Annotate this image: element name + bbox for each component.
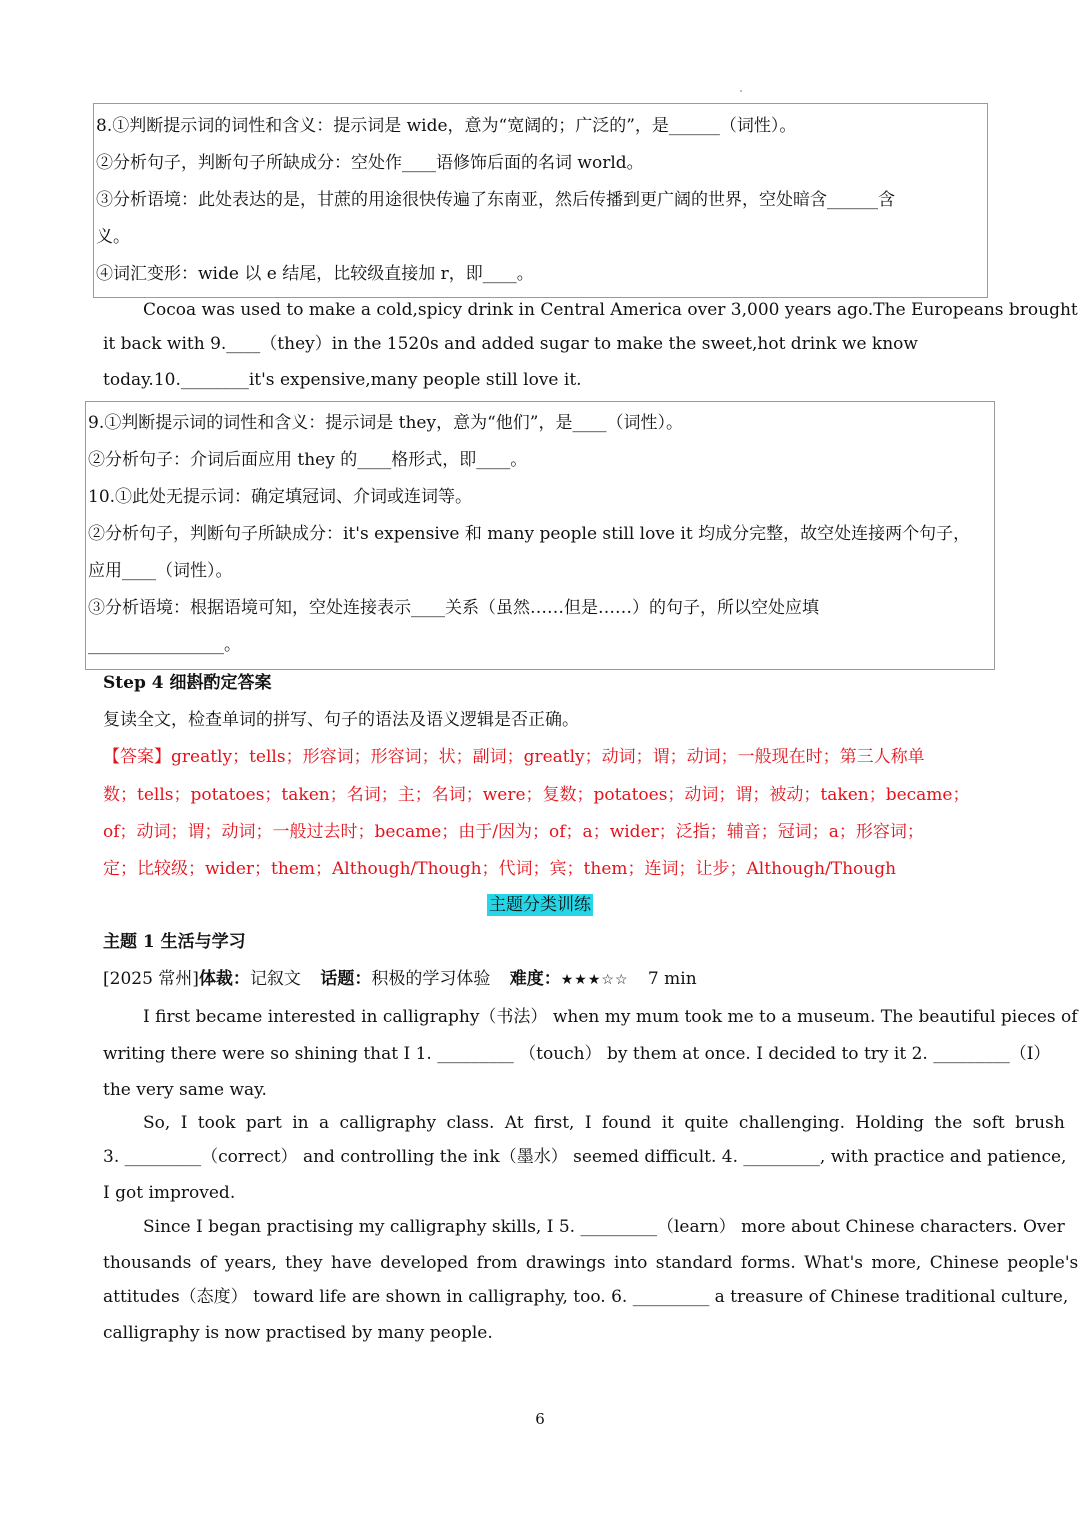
meta-source: [2025 常州] <box>103 969 199 989</box>
meta-genre: 记叙文 <box>249 969 301 989</box>
analysis-10-line-2: ②分析句子，判断句子所缺成分：it's expensive 和 many people still love it 均成分完整，故空处连接两个句子， <box>88 524 971 544</box>
page-number: 6 <box>535 1410 545 1428</box>
passage-p1-line-3: the very same way. <box>103 1080 267 1100</box>
theme1-meta <box>103 968 697 991</box>
passage-p3-line-3: attitudes（态度） toward life are shown in calligraphy, too. 6. _________ a treasure of Chinese traditional culture, <box>103 1287 1069 1307</box>
meta-topic: 积极的学习体验 <box>371 969 491 989</box>
meta-time: 7 min <box>647 969 697 989</box>
passage-p1-line-2: writing there were so shining that I 1. _________ （touch） by them at once. I decided to try it 2. _________（I） <box>103 1044 1051 1064</box>
theme1-title: 主题 1 生活与学习 <box>103 932 246 952</box>
cocoa-line-2: it back with 9.____（they）in the 1520s and added sugar to make the sweet,hot drink we know <box>103 334 918 354</box>
cocoa-line-1: Cocoa was used to make a cold,spicy drink in Central America over 3,000 years ago.The Europeans brought <box>143 300 1078 320</box>
analysis-8-line-2: ②分析句子，判断句子所缺成分：空处作____语修饰后面的名词 world。 <box>96 153 644 173</box>
analysis-8-line-1: 8.①判断提示词的词性和含义：提示词是 wide，意为“宽阔的；广泛的”，是______（词性）。 <box>96 116 797 136</box>
cocoa-line-3: today.10.________it's expensive,many people still love it. <box>103 370 582 390</box>
meta-difficulty-label: 难度： <box>509 969 561 989</box>
answer-line-3: of；动词；谓；动词；一般过去时；became；由于/因为；of；a；wider；泛指；辅音；冠词；a；形容词； <box>103 822 924 842</box>
step4-description: 复读全文，检查单词的拼写、句子的语法及语义逻辑是否正确。 <box>103 710 579 730</box>
passage-p3-line-1: Since I began practising my calligraphy skills, I 5. _________（learn） more about Chinese characters. Over <box>143 1217 1065 1237</box>
passage-p3-line-4: calligraphy is now practised by many people. <box>103 1323 493 1343</box>
section-title: 主题分类训练 <box>489 895 591 915</box>
analysis-8-line-4: 义。 <box>96 227 130 247</box>
answer-line-2: 数；tells；potatoes；taken；名词；主；名词；were；复数；potatoes；动词；谓；被动；taken；became； <box>103 785 970 805</box>
passage-p2-line-2: 3. _________（correct） and controlling the ink（墨水） seemed difficult. 4. _________, with practice and patience, <box>103 1147 1067 1167</box>
analysis-9-line-2: ②分析句子：介词后面应用 they 的____格形式，即____。 <box>88 450 528 470</box>
analysis-box-8 <box>93 103 988 298</box>
analysis-9-line-1: 9.①判断提示词的词性和含义：提示词是 they，意为“他们”，是____（词性）。 <box>88 413 683 433</box>
answer-line-1: 【答案】greatly；tells；形容词；形容词；状；副词；greatly；动词；谓；动词；一般现在时；第三人称单 <box>103 747 925 767</box>
step4-heading: Step 4 细斟酌定答案 <box>103 673 272 693</box>
analysis-8-line-3: ③分析语境：此处表达的是，甘蔗的用途很快传遍了东南亚，然后传播到更广阔的世界，空处暗含______含 <box>96 190 895 210</box>
analysis-10-line-3: 应用____（词性）。 <box>88 561 233 581</box>
analysis-10-line-4: ③分析语境：根据语境可知，空处连接表示____关系（虽然……但是……）的句子，所以空处应填 <box>88 598 819 618</box>
difficulty-stars-icon: ★★★☆☆ <box>560 972 629 988</box>
meta-genre-label: 体裁： <box>198 969 250 989</box>
passage-p2-line-1: So, I took part in a calligraphy class. At first, I found it quite challenging. Holding the soft brush <box>143 1113 1065 1133</box>
passage-p2-line-3: I got improved. <box>103 1183 236 1203</box>
passage-p3-line-2: thousands of years, they have developed from drawings into standard forms. What's more, Chinese people's <box>103 1253 1079 1273</box>
meta-topic-label: 话题： <box>320 969 372 989</box>
analysis-box-9-10 <box>85 401 995 670</box>
answer-line-4: 定；比较级；wider；them；Although/Though；代词；宾；them；连词；让步；Although/Though <box>103 859 897 879</box>
analysis-8-line-5: ④词汇变形：wide 以 e 结尾，比较级直接加 r，即____。 <box>96 264 534 284</box>
passage-p1-line-1: I first became interested in calligraphy（书法） when my mum took me to a museum. The beautiful pieces of <box>143 1007 1078 1027</box>
scan-speck <box>740 90 742 92</box>
analysis-10-line-1: 10.①此处无提示词：确定填冠词、介词或连词等。 <box>88 487 473 507</box>
analysis-10-line-5: ________________。 <box>88 635 241 655</box>
section-title-wrap <box>0 894 1080 916</box>
